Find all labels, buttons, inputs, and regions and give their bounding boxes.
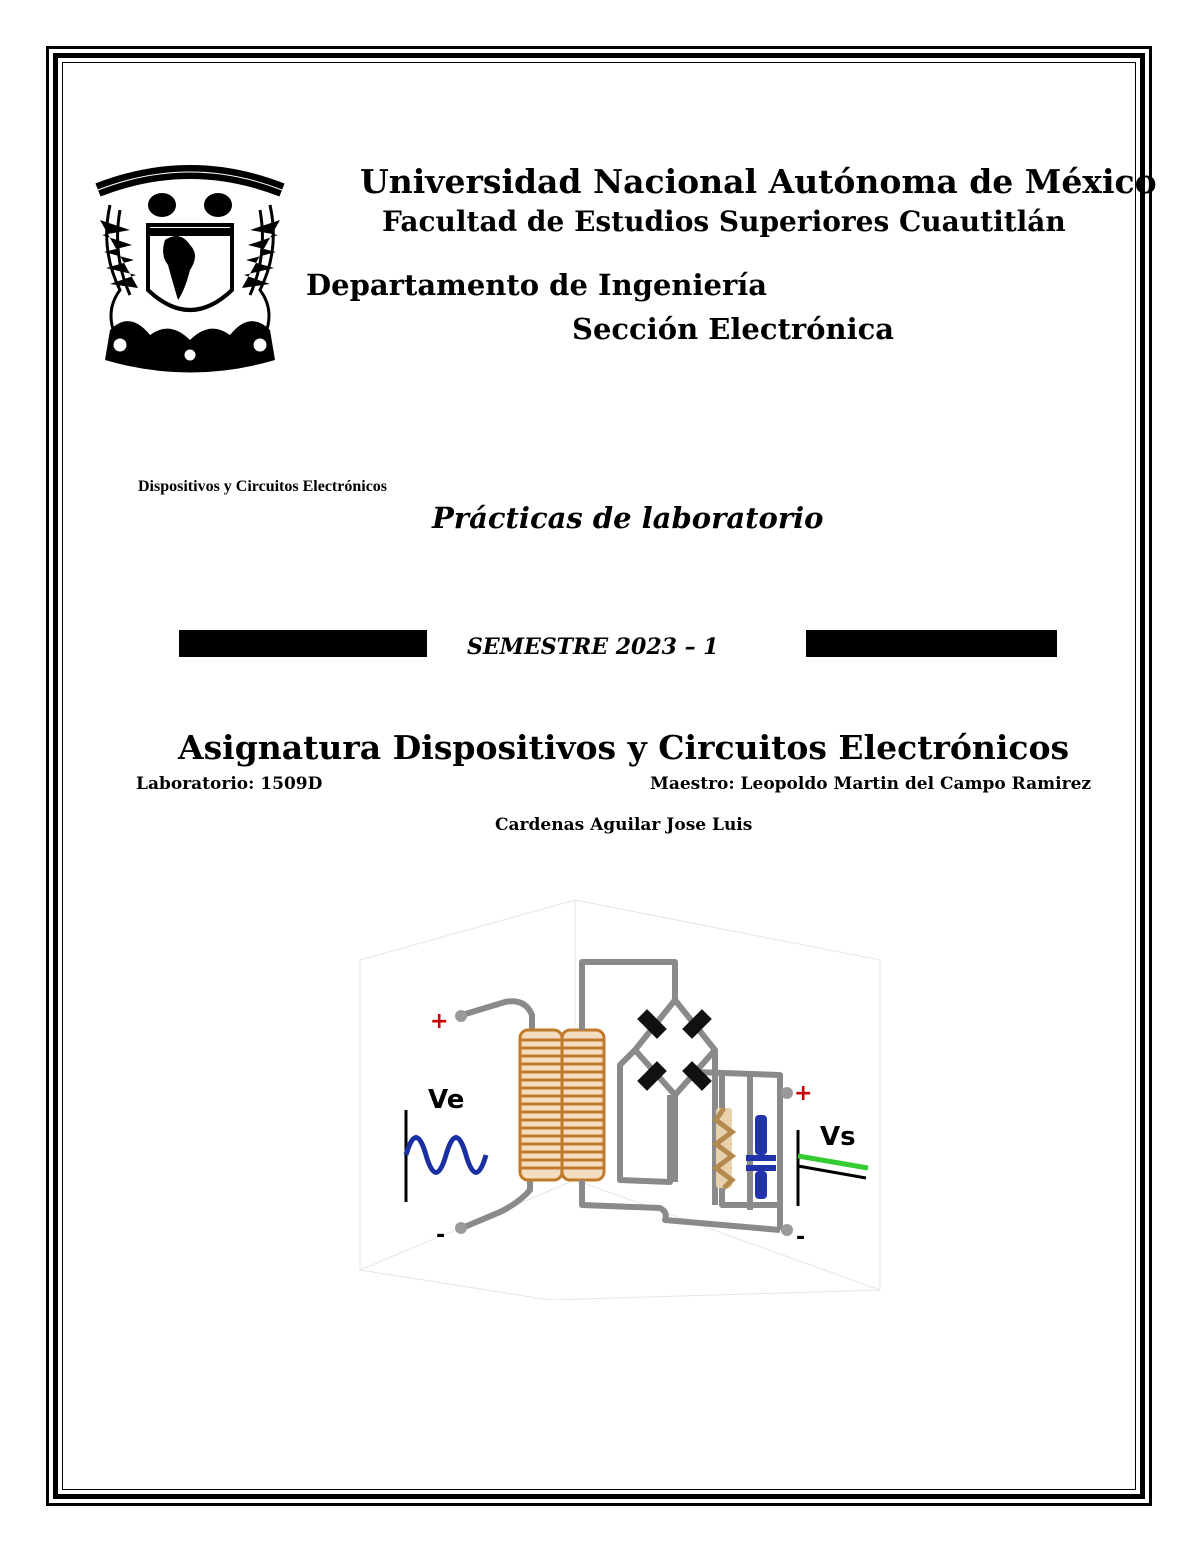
bridge-diodes: [637, 1009, 712, 1091]
input-plus-sign: +: [430, 1009, 449, 1034]
section-name: Sección Electrónica: [572, 312, 895, 346]
input-plus-terminal: [455, 1010, 467, 1022]
faculty-name: Facultad de Estudios Superiores Cuautitlán: [382, 205, 1066, 238]
primary-coil: [520, 1030, 562, 1180]
practices-title: Prácticas de laboratorio: [432, 501, 824, 535]
output-plus-sign: +: [794, 1081, 813, 1106]
semester-label: SEMESTRE 2023 – 1: [467, 634, 719, 660]
input-voltage-label: Ve: [428, 1085, 465, 1115]
decorative-bar-right: [806, 630, 1057, 657]
university-name: Universidad Nacional Autónoma de México: [360, 162, 1157, 201]
course-small-title: Dispositivos y Circuitos Electrónicos: [138, 478, 388, 495]
output-minus-terminal: [781, 1224, 793, 1236]
load-resistor: [716, 1108, 732, 1188]
output-voltage-label: Vs: [820, 1122, 856, 1152]
output-dc-line: [798, 1156, 868, 1168]
rectifier-circuit-illustration: [350, 890, 890, 1300]
output-minus-sign: -: [796, 1225, 806, 1250]
secondary-wires: [582, 962, 780, 1230]
secondary-coil: [562, 1030, 604, 1180]
input-minus-terminal: [455, 1222, 467, 1234]
sine-wave: [406, 1138, 486, 1173]
input-minus-sign: -: [436, 1223, 446, 1248]
subject-title: Asignatura Dispositivos y Circuitos Electrónicos: [178, 728, 1070, 767]
unam-seal-logo: [90, 160, 290, 378]
department-name: Departamento de Ingeniería: [306, 268, 768, 302]
decorative-bar-left: [179, 630, 427, 657]
output-plus-terminal: [781, 1087, 793, 1099]
teacher-label: Maestro: Leopoldo Martin del Campo Ramirez: [650, 774, 1092, 794]
student-name: Cardenas Aguilar Jose Luis: [495, 815, 753, 835]
laboratory-label: Laboratorio: 1509D: [136, 774, 323, 794]
